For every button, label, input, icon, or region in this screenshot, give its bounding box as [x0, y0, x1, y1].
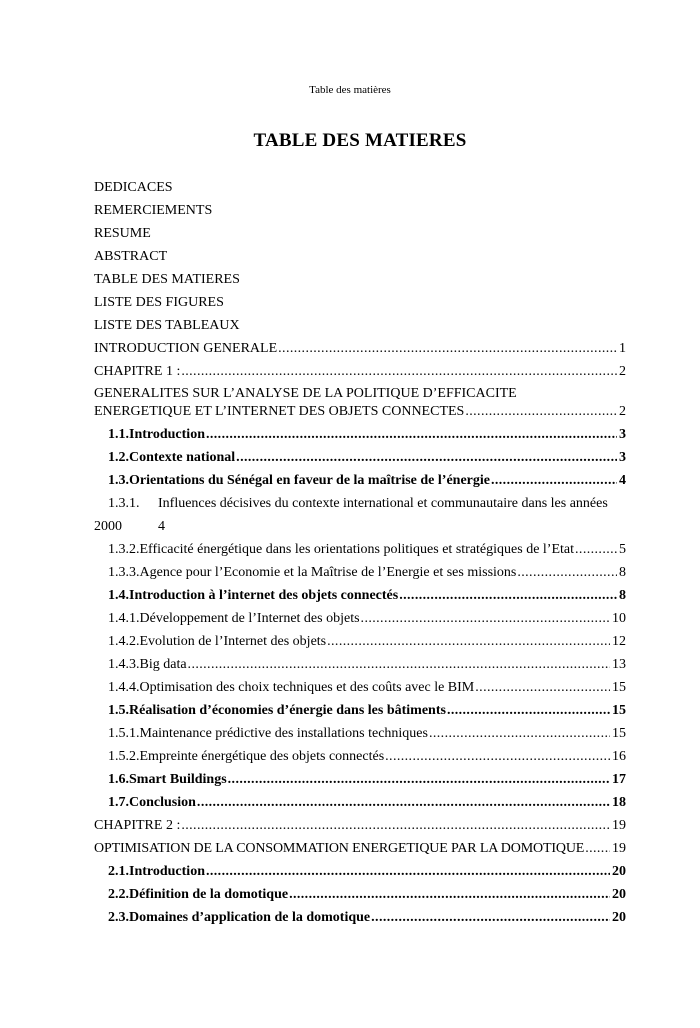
toc-page-number: 15 [612, 703, 626, 718]
table-of-contents [94, 176, 626, 929]
toc-entry-text: Introduction [129, 864, 205, 879]
toc-entry-1-4-4[interactable] [94, 676, 626, 699]
toc-page-number: 20 [612, 910, 626, 925]
toc-page-number: 4 [619, 473, 626, 488]
toc-entry-text: Développement de l’Internet des objets [139, 611, 360, 626]
dot-leader [278, 337, 617, 360]
dot-leader [465, 403, 617, 421]
toc-page-number: 15 [612, 726, 626, 741]
toc-entry-text: CHAPITRE 2 : [94, 818, 181, 833]
dot-leader [181, 360, 617, 383]
toc-entry-text: Evolution de l’Internet des objets [139, 634, 327, 649]
toc-entry-liste-des-tableaux[interactable]: LISTE DES TABLEAUX [94, 318, 240, 333]
toc-entry-1-3-3[interactable] [94, 561, 626, 584]
dot-leader [228, 768, 610, 791]
dot-leader [491, 469, 617, 492]
toc-entry-1-4[interactable] [94, 584, 626, 607]
toc-entry-2-1[interactable] [94, 860, 626, 883]
toc-entry-1-2[interactable] [94, 446, 626, 469]
dot-leader [206, 860, 610, 883]
toc-entry-chapitre-1[interactable] [94, 360, 626, 383]
section-number: 1.3.2. [108, 542, 140, 557]
toc-entry-text: Influences décisives du contexte international et communautaire dans les années [158, 496, 608, 511]
section-number: 1.4. [108, 588, 129, 603]
section-number: 1.2. [108, 450, 129, 465]
toc-page-number: 2 [619, 364, 626, 379]
toc-entry-1-3[interactable] [94, 469, 626, 492]
toc-entry-text: Domaines d’application de la domotique [129, 910, 371, 925]
toc-entry-liste-des-figures[interactable]: LISTE DES FIGURES [94, 295, 224, 310]
section-number: 1.5. [108, 703, 129, 718]
toc-entry-1-4-1[interactable] [94, 607, 626, 630]
section-number: 1.3.3. [108, 565, 140, 580]
toc-page-number: 8 [619, 588, 626, 603]
section-number: 1.5.1. [108, 726, 140, 741]
toc-page-number: 16 [612, 749, 626, 764]
toc-entry-text: Empreinte énergétique des objets connectés [139, 749, 385, 764]
toc-entry-introduction-generale[interactable] [94, 337, 626, 360]
toc-entry-text: Introduction [129, 427, 205, 442]
toc-page-number: 19 [612, 841, 626, 856]
section-number: 1.4.1. [108, 611, 140, 626]
section-number: 1.3.1. [108, 496, 140, 511]
section-number: 1.7. [108, 795, 129, 810]
section-number: 1.3. [108, 473, 129, 488]
section-number: 1.4.4. [108, 680, 140, 695]
toc-entry-1-1[interactable] [94, 423, 626, 446]
dot-leader [517, 561, 617, 584]
toc-entry-2-2[interactable] [94, 883, 626, 906]
running-header: Table des matières [309, 84, 391, 96]
dot-leader [575, 538, 617, 561]
dot-leader [188, 653, 610, 676]
toc-page-number: 8 [619, 565, 626, 580]
toc-entry-text: Conclusion [129, 795, 196, 810]
toc-page-number: 3 [619, 427, 626, 442]
toc-entry-text: Maintenance prédictive des installations techniques [139, 726, 428, 741]
toc-entry-text: Agence pour l’Economie et la Maîtrise de l’Energie et ses missions [139, 565, 517, 580]
toc-entry-text: Contexte national [129, 450, 236, 465]
toc-entry-text: Efficacité énergétique dans les orientations politiques et stratégiques de l’Etat [139, 542, 575, 557]
toc-entry-1-5[interactable] [94, 699, 626, 722]
toc-page-number: 19 [612, 818, 626, 833]
section-number: 1.1. [108, 427, 129, 442]
toc-entry-2-3[interactable] [94, 906, 626, 929]
toc-page-number: 17 [612, 772, 626, 787]
dot-leader [475, 676, 610, 699]
toc-entry-1-3-2[interactable] [94, 538, 626, 561]
section-number: 2.1. [108, 864, 129, 879]
toc-entry-text: Définition de la domotique [129, 887, 289, 902]
section-number: 1.5.2. [108, 749, 140, 764]
page-title: TABLE DES MATIERES [253, 130, 467, 151]
toc-entry-1-5-1[interactable] [94, 722, 626, 745]
toc-entry-dedicaces[interactable]: DEDICACES [94, 180, 173, 195]
toc-entry-text: Smart Buildings [129, 772, 227, 787]
toc-page-number: 2 [619, 404, 626, 419]
toc-page-number: 3 [619, 450, 626, 465]
toc-entry-1-4-2[interactable] [94, 630, 626, 653]
section-number: 1.4.2. [108, 634, 140, 649]
toc-entry-chapitre-1-title-line2[interactable] [94, 403, 626, 423]
toc-entry-chapitre-2-title[interactable] [94, 837, 626, 860]
toc-page-number: 20 [612, 887, 626, 902]
toc-entry-text: Réalisation d’économies d’énergie dans les bâtiments [129, 703, 446, 718]
toc-page-number: 13 [612, 657, 626, 672]
dot-leader [197, 791, 610, 814]
toc-entry-text-continued: 2000 [94, 519, 122, 534]
dot-leader [236, 446, 617, 469]
toc-entry-text: Introduction à l’internet des objets connectés [129, 588, 399, 603]
dot-leader [447, 699, 610, 722]
toc-entry-text: OPTIMISATION DE LA CONSOMMATION ENERGETIQUE PAR LA DOMOTIQUE [94, 841, 585, 856]
toc-page-number: 10 [612, 611, 626, 626]
toc-page-number: 18 [612, 795, 626, 810]
toc-entry-chapitre-1-title-line1[interactable]: GENERALITES SUR L’ANALYSE DE LA POLITIQUE D’EFFICACITE [94, 386, 517, 401]
dot-leader [361, 607, 610, 630]
toc-entry-1-3-1[interactable] [94, 492, 626, 515]
toc-entry-remerciements[interactable]: REMERCIEMENTS [94, 203, 213, 218]
toc-entry-text: Optimisation des choix techniques et des coûts avec le BIM [139, 680, 475, 695]
section-number: 1.6. [108, 772, 129, 787]
toc-entry-resume[interactable]: RESUME [94, 226, 151, 241]
toc-entry-text: CHAPITRE 1 : [94, 364, 181, 379]
toc-page-number: 20 [612, 864, 626, 879]
section-number: 2.3. [108, 910, 129, 925]
dot-leader [289, 883, 610, 906]
dot-leader [181, 814, 610, 837]
toc-entry-text: Orientations du Sénégal en faveur de la maîtrise de l’énergie [129, 473, 490, 488]
toc-page-number: 5 [619, 542, 626, 557]
dot-leader [327, 630, 610, 653]
toc-entry-text: ENERGETIQUE ET L’INTERNET DES OBJETS CONNECTES [94, 404, 465, 419]
toc-entry-chapitre-2[interactable] [94, 814, 626, 837]
dot-leader [385, 745, 610, 768]
dot-leader [371, 906, 610, 929]
toc-entry-1-3-1-continuation[interactable] [94, 515, 626, 538]
toc-page-number: 12 [612, 634, 626, 649]
dot-leader [399, 584, 617, 607]
toc-entry-1-5-2[interactable] [94, 745, 626, 768]
toc-entry-1-4-3[interactable] [94, 653, 626, 676]
toc-entry-text: Big data [139, 657, 187, 672]
toc-entry-abstract[interactable]: ABSTRACT [94, 249, 168, 264]
toc-entry-1-7[interactable] [94, 791, 626, 814]
toc-entry-table-des-matieres[interactable]: TABLE DES MATIERES [94, 272, 240, 287]
toc-page-number: 4 [158, 519, 165, 534]
toc-page-number: 1 [619, 341, 626, 356]
section-number: 2.2. [108, 887, 129, 902]
dot-leader [429, 722, 610, 745]
dot-leader [585, 837, 610, 860]
toc-page-number: 15 [612, 680, 626, 695]
toc-entry-text: INTRODUCTION GENERALE [94, 341, 278, 356]
dot-leader [206, 423, 617, 446]
toc-entry-1-6[interactable] [94, 768, 626, 791]
section-number: 1.4.3. [108, 657, 140, 672]
